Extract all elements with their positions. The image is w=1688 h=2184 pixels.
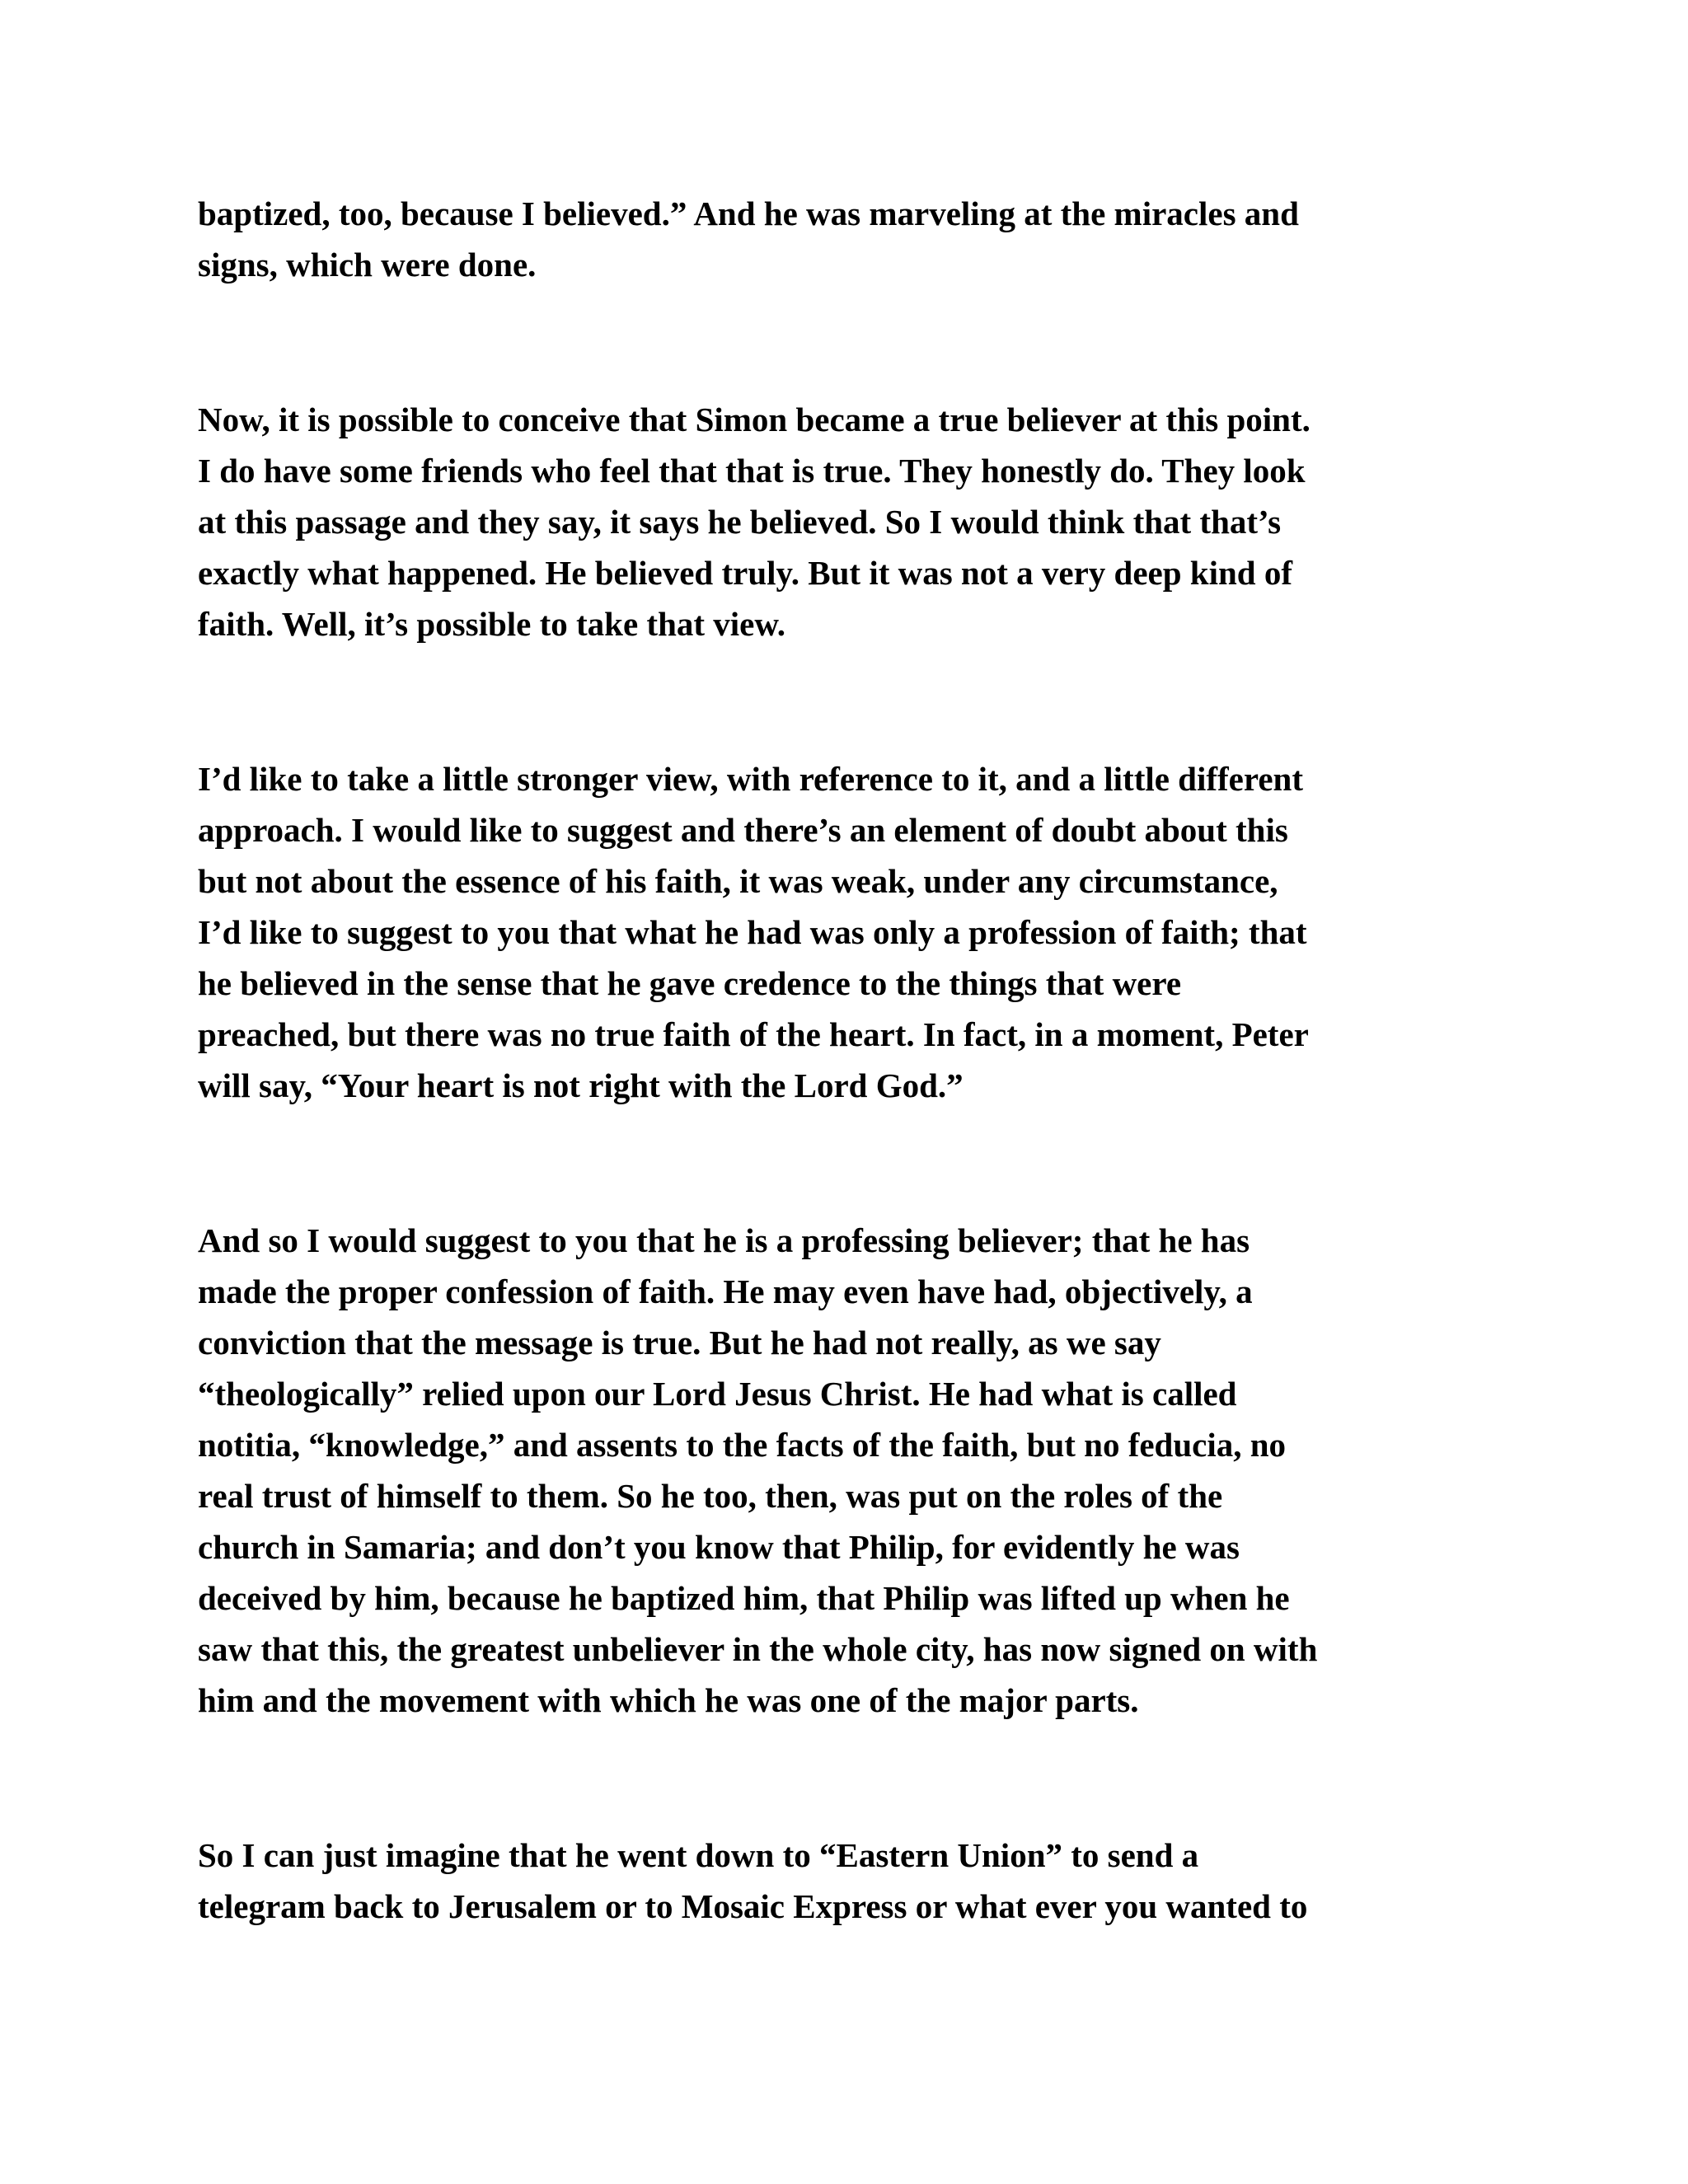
text-line: deceived by him, because he baptized him, that Philip was lifted up when he [198,1579,1290,1617]
text-line: but not about the essence of his faith, it was weak, under any circumstance, [198,862,1278,900]
text-line: him and the movement with which he was one of the major parts. [198,1681,1139,1719]
text-line: telegram back to Jerusalem or to Mosaic Express or what ever you wanted to [198,1887,1308,1925]
text-line: And so I would suggest to you that he is a professing believer; that he has [198,1221,1250,1259]
text-line: I’d like to suggest to you that what he had was only a profession of faith; that [198,913,1307,951]
text-line: exactly what happened. He believed truly. But it was not a very deep kind of [198,554,1292,592]
paragraph-3 [198,753,1500,1111]
text-line: approach. I would like to suggest and there’s an element of doubt about this [198,811,1288,849]
text-line: notitia, “knowledge,” and assents to the facts of the faith, but no feducia, no [198,1426,1287,1464]
paragraph-4 [198,1215,1500,1726]
text-line: church in Samaria; and don’t you know that Philip, for evidently he was [198,1528,1240,1566]
text-line: I do have some friends who feel that that is true. They honestly do. They look [198,452,1306,490]
text-line: Now, it is possible to conceive that Simon became a true believer at this point. [198,401,1311,438]
text-line: preached, but there was no true faith of the heart. In fact, in a moment, Peter [198,1015,1309,1053]
text-line: conviction that the message is true. But he had not really, as we say [198,1324,1161,1361]
paragraph-2 [198,394,1500,649]
text-line: saw that this, the greatest unbeliever in the whole city, has now signed on with [198,1630,1318,1668]
text-line: made the proper confession of faith. He may even have had, objectively, a [198,1272,1253,1310]
text-line: I’d like to take a little stronger view, with reference to it, and a little different [198,760,1303,798]
text-line: real trust of himself to them. So he too, then, was put on the roles of the [198,1477,1223,1515]
text-line: So I can just imagine that he went down to “Eastern Union” to send a [198,1836,1199,1874]
text-line: “theologically” relied upon our Lord Jesus Christ. He had what is called [198,1375,1237,1413]
text-line: will say, “Your heart is not right with the Lord God.” [198,1066,964,1104]
paragraph-1 [198,188,1500,290]
text-line: at this passage and they say, it says he believed. So I would think that that’s [198,503,1282,541]
paragraph-5 [198,1830,1500,1932]
text-line: he believed in the sense that he gave credence to the things that were [198,964,1182,1002]
text-line: signs, which were done. [198,246,537,284]
text-line: faith. Well, it’s possible to take that view. [198,605,785,643]
document-body [198,188,1500,1932]
text-line: baptized, too, because I believed.” And he was marveling at the miracles and [198,194,1299,232]
